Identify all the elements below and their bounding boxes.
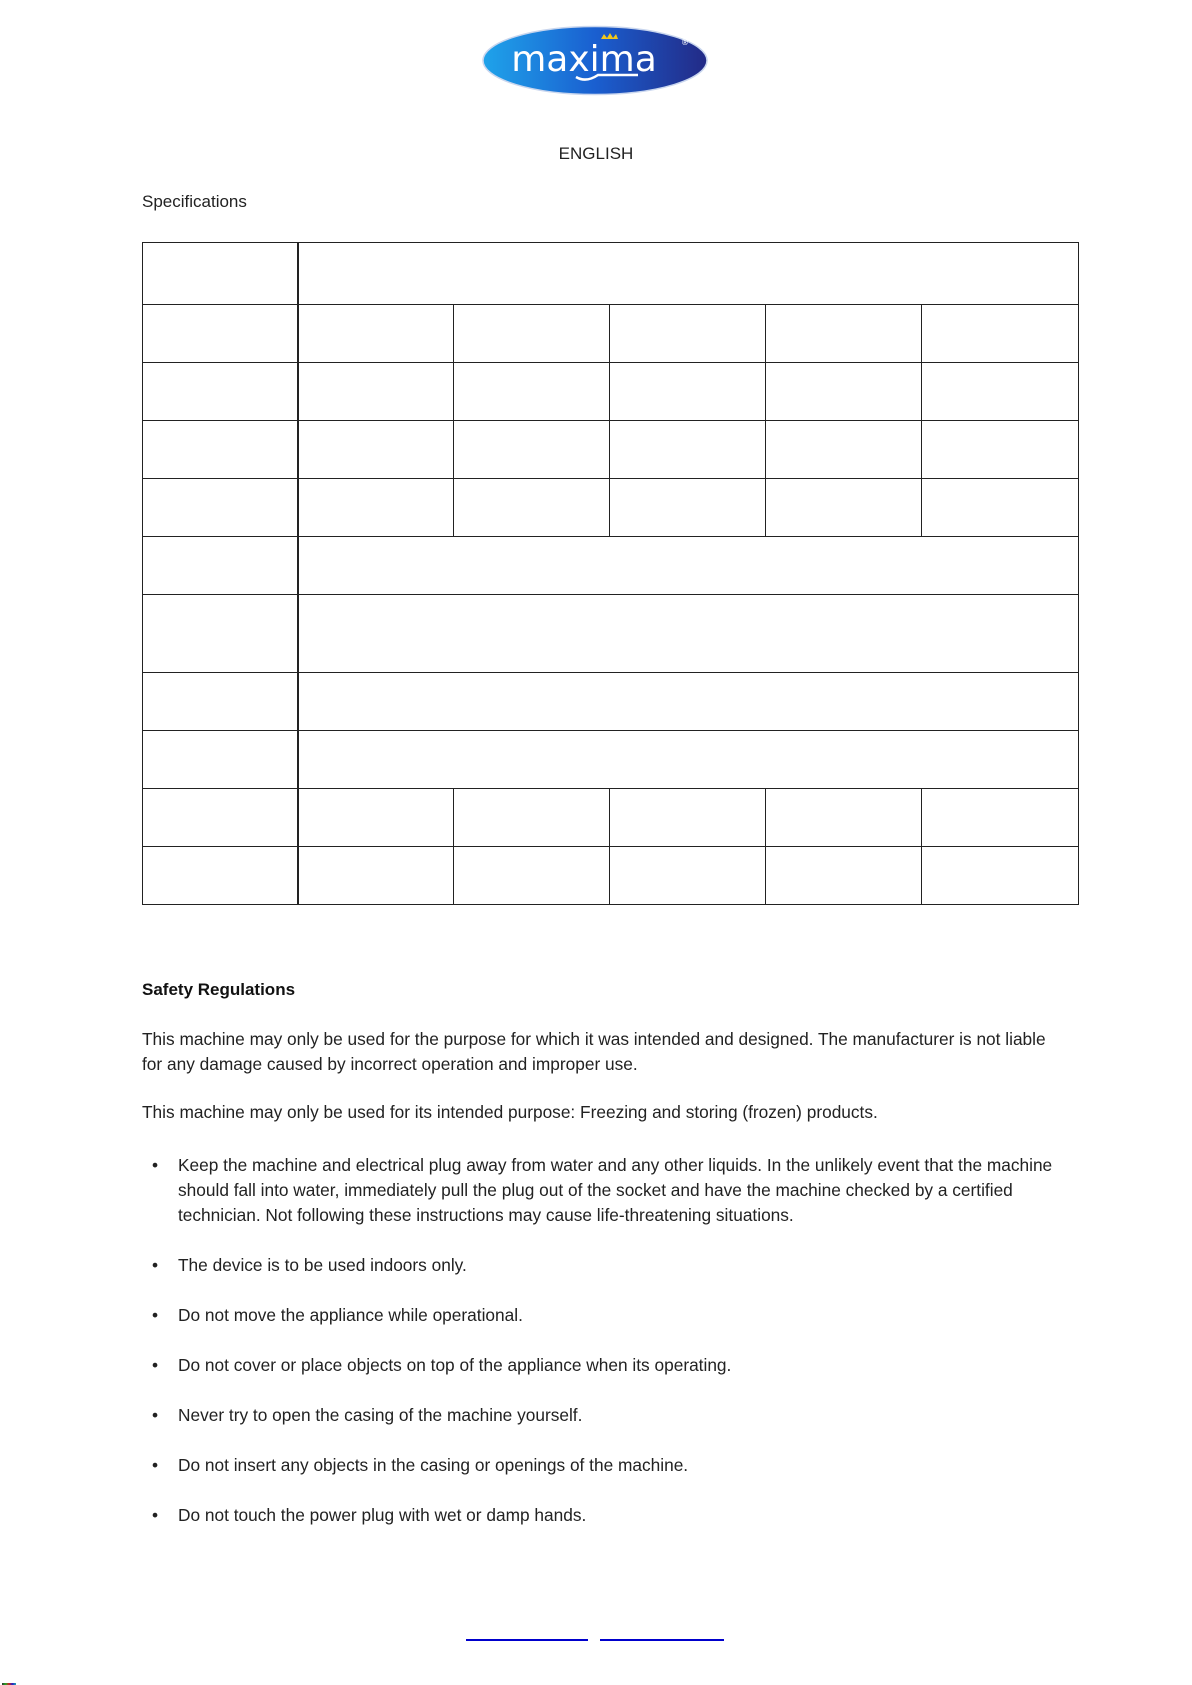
spec-label-cell [143, 421, 298, 479]
rule-text: Keep the machine and electrical plug away from water and any other liquids. In the unlikely event that the machine should fall into water, immediately pull the plug out of the socket and have the machine checked by a certified technician. Not following these instructions may cause life-threatening situations. [178, 1155, 1053, 1225]
spec-value-cell [922, 363, 1079, 421]
bullet-icon: • [152, 1255, 159, 1275]
spec-label-cell [143, 537, 298, 595]
rule-text: The device is to be used indoors only. [178, 1255, 467, 1275]
spec-row [143, 305, 1079, 363]
spec-row [143, 479, 1079, 537]
spec-label-cell [143, 847, 298, 905]
spec-value-cell [922, 479, 1079, 537]
spec-value-cell [298, 537, 1079, 595]
specifications-table [142, 242, 1079, 905]
spec-row [143, 363, 1079, 421]
bullet-icon: • [152, 1405, 159, 1425]
footer-links [466, 1625, 724, 1646]
rule-text: Never try to open the casing of the machine yourself. [178, 1405, 583, 1425]
bullet-icon: • [152, 1355, 159, 1375]
rule-text: Do not touch the power plug with wet or damp hands. [178, 1505, 587, 1525]
list-item [142, 1503, 1062, 1528]
spec-label-cell [143, 789, 298, 847]
list-item [142, 1253, 1062, 1278]
spec-label-cell [143, 305, 298, 363]
maxima-logo [481, 25, 709, 96]
footer-link-1[interactable] [466, 1625, 588, 1641]
list-item [142, 1403, 1062, 1428]
spec-value-cell [454, 479, 610, 537]
intended-use-paragraph: This machine may only be used for its intended purpose: Freezing and storing (frozen) products. [142, 1102, 878, 1122]
spec-label-cell [143, 363, 298, 421]
spec-value-cell [298, 595, 1079, 673]
spec-value-cell [922, 305, 1079, 363]
spec-value-cell [298, 243, 1079, 305]
list-item [142, 1303, 1062, 1328]
list-item [142, 1153, 1062, 1228]
spec-value-cell [454, 847, 610, 905]
language-heading: ENGLISH [558, 144, 634, 163]
spec-value-cell [766, 305, 922, 363]
spec-value-cell [454, 305, 610, 363]
spec-value-cell [298, 479, 454, 537]
spec-value-cell [766, 363, 922, 421]
safety-regulations-title: Safety Regulations [142, 980, 296, 999]
spec-value-cell [298, 363, 454, 421]
spec-value-cell [610, 363, 766, 421]
bullet-icon: • [152, 1155, 159, 1175]
spec-value-cell [922, 421, 1079, 479]
bullet-icon: • [152, 1305, 159, 1325]
registered-mark: ® [681, 38, 689, 47]
rule-text: Do not cover or place objects on top of the appliance when its operating. [178, 1355, 732, 1375]
safety-rules-list [142, 1153, 1062, 1553]
specifications-title: Specifications [142, 192, 247, 211]
bullet-icon: • [152, 1505, 159, 1525]
list-item [142, 1353, 1062, 1378]
spec-row [143, 537, 1079, 595]
spec-value-cell [610, 789, 766, 847]
spec-row [143, 673, 1079, 731]
spec-value-cell [610, 479, 766, 537]
spec-value-cell [766, 421, 922, 479]
spec-value-cell [610, 305, 766, 363]
spec-value-cell [454, 789, 610, 847]
spec-value-cell [766, 847, 922, 905]
spec-label-cell [143, 595, 298, 673]
spec-label-cell [143, 673, 298, 731]
spec-row [143, 789, 1079, 847]
spec-row [143, 847, 1079, 905]
rule-text: Do not insert any objects in the casing or openings of the machine. [178, 1455, 689, 1475]
spec-value-cell [298, 789, 454, 847]
bullet-icon: • [152, 1455, 159, 1475]
spec-value-cell [610, 421, 766, 479]
spec-value-cell [922, 789, 1079, 847]
spec-label-cell [143, 479, 298, 537]
spec-value-cell [298, 731, 1079, 789]
spec-value-cell [298, 847, 454, 905]
spec-label-cell [143, 731, 298, 789]
rule-text: Do not move the appliance while operational. [178, 1305, 523, 1325]
spec-value-cell [454, 363, 610, 421]
spec-row [143, 731, 1079, 789]
spec-value-cell [298, 673, 1079, 731]
safety-intro-paragraph: This machine may only be used for the purpose for which it was intended and designed. The manufacturer is not liable for any damage caused by incorrect operation and improper use. [142, 1029, 1046, 1074]
spec-value-cell [766, 789, 922, 847]
spec-value-cell [922, 847, 1079, 905]
spec-value-cell [298, 421, 454, 479]
footer-link-2[interactable] [600, 1625, 724, 1641]
spec-row [143, 243, 1079, 305]
spec-value-cell [298, 305, 454, 363]
maxima-logo-graphic [481, 25, 709, 96]
spec-value-cell [766, 479, 922, 537]
logo-wordmark: maxima [511, 39, 657, 80]
list-item [142, 1453, 1062, 1478]
spec-label-cell [143, 243, 298, 305]
spec-value-cell [454, 421, 610, 479]
spec-row [143, 421, 1079, 479]
spec-value-cell [610, 847, 766, 905]
spec-row [143, 595, 1079, 673]
